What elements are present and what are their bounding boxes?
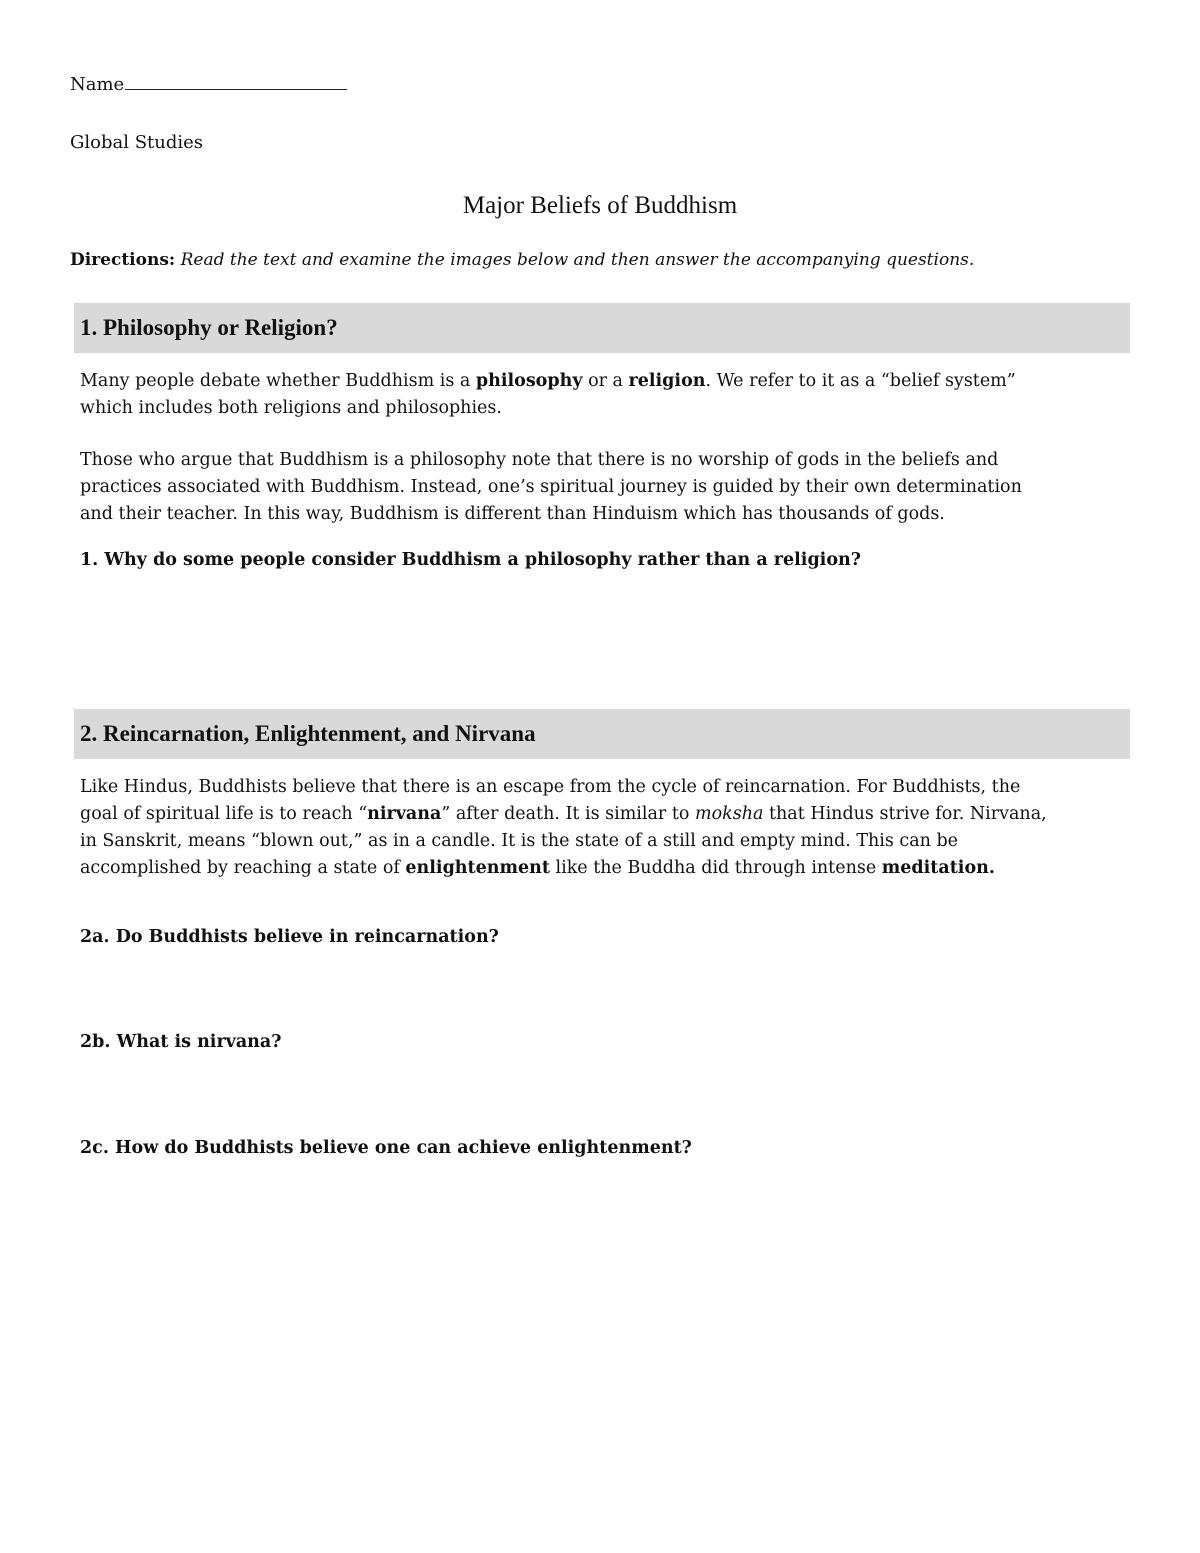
question-2c: 2c. How do Buddhists believe one can achieve enlightenment? xyxy=(80,1138,692,1158)
paragraph-line: accomplished by reaching a state of enlightenment like the Buddha did through intense meditation. xyxy=(80,858,995,878)
section-1-paragraph-2 xyxy=(80,447,1120,528)
directions xyxy=(70,250,974,270)
paragraph-line: and their teacher. In this way, Buddhism is different than Hinduism which has thousands of gods. xyxy=(80,504,945,524)
page-title: Major Beliefs of Buddhism xyxy=(462,192,738,219)
question-2b: 2b. What is nirvana? xyxy=(80,1032,282,1052)
section-2-heading: 2. Reincarnation, Enlightenment, and Nirvana xyxy=(80,721,536,746)
paragraph-line: goal of spiritual life is to reach “nirvana” after death. It is similar to moksha that Hindus strive for. Nirvana, xyxy=(80,804,1047,824)
course-name: Global Studies xyxy=(70,132,204,153)
directions-label: Directions: xyxy=(70,250,176,270)
paragraph-line: Like Hindus, Buddhists believe that there is an escape from the cycle of reincarnation. For Buddhists, the xyxy=(80,777,1021,797)
question-2a: 2a. Do Buddhists believe in reincarnation? xyxy=(80,927,499,947)
question-1: 1. Why do some people consider Buddhism a philosophy rather than a religion? xyxy=(80,550,861,570)
section-2-paragraph xyxy=(80,774,1120,882)
section-2-header xyxy=(74,709,1130,759)
name-field xyxy=(70,74,347,95)
section-1-heading: 1. Philosophy or Religion? xyxy=(80,315,338,340)
paragraph-line: practices associated with Buddhism. Instead, one’s spiritual journey is guided by their own determination xyxy=(80,477,1022,497)
paragraph-line: Many people debate whether Buddhism is a philosophy or a religion. We refer to it as a “belief system” xyxy=(80,371,1016,391)
paragraph-line: in Sanskrit, means “blown out,” as in a candle. It is the state of a still and empty mind. This can be xyxy=(80,831,959,851)
section-1-header xyxy=(74,303,1130,353)
paragraph-line: which includes both religions and philosophies. xyxy=(80,398,502,418)
paragraph-line: Those who argue that Buddhism is a philosophy note that there is no worship of gods in the beliefs and xyxy=(80,450,999,470)
name-blank-line[interactable] xyxy=(125,75,347,90)
name-label: Name xyxy=(70,74,125,95)
directions-text: Read the text and examine the images below and then answer the accompanying questions. xyxy=(180,250,975,270)
section-1-paragraph-1 xyxy=(80,368,1120,422)
